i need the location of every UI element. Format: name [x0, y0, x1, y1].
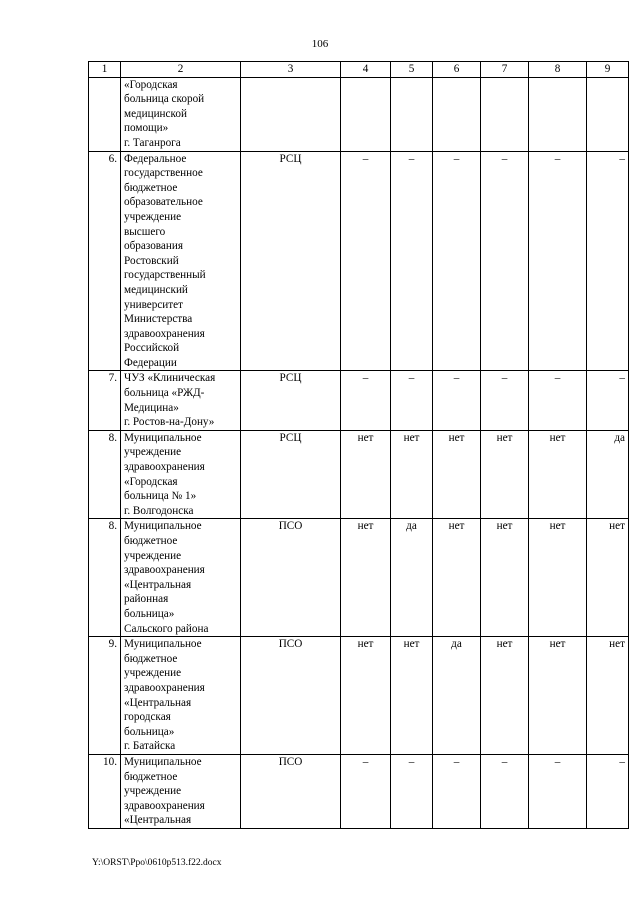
row-number: 7. — [89, 371, 121, 430]
name-line: Сальского района — [124, 622, 209, 635]
value-cell: – — [481, 754, 529, 828]
value-cell — [481, 77, 529, 151]
value-cell: – — [341, 371, 391, 430]
name-line: государственное — [124, 167, 203, 180]
row-number: 9. — [89, 637, 121, 755]
name-line: г. Волгодонска — [124, 504, 194, 517]
center-type: РСЦ — [241, 430, 341, 519]
table-row — [89, 637, 629, 755]
center-type: РСЦ — [241, 151, 341, 371]
value-cell: нет — [529, 637, 587, 755]
name-line: учреждение — [124, 446, 182, 459]
name-line: г. Таганрога — [124, 136, 181, 149]
value-cell: да — [587, 430, 629, 519]
value-cell: – — [587, 371, 629, 430]
name-line: здравоохранения — [124, 564, 205, 577]
name-line: здравоохранения — [124, 461, 205, 474]
name-line: высшего — [124, 225, 166, 238]
value-cell: нет — [341, 637, 391, 755]
name-line: «Центральная — [124, 696, 192, 709]
value-cell: нет — [391, 430, 433, 519]
name-line: Российской — [124, 342, 180, 355]
value-cell: – — [433, 371, 481, 430]
name-line: Федеральное — [124, 152, 187, 165]
name-line: учреждение — [124, 210, 182, 223]
name-line: больница «РЖД- — [124, 387, 205, 400]
row-number: 10. — [89, 754, 121, 828]
value-cell: нет — [529, 430, 587, 519]
name-line: больница № 1» — [124, 490, 197, 503]
value-cell: нет — [481, 637, 529, 755]
value-cell: – — [481, 371, 529, 430]
value-cell — [433, 77, 481, 151]
name-line: государственный — [124, 269, 206, 282]
table-row — [89, 151, 629, 371]
name-line: Муниципальное — [124, 520, 202, 533]
name-line: городская — [124, 711, 171, 724]
center-type — [241, 77, 341, 151]
table-row — [89, 77, 629, 151]
value-cell: – — [587, 754, 629, 828]
header-cell: 2 — [121, 62, 241, 78]
value-cell: нет — [587, 519, 629, 637]
name-line: больница» — [124, 725, 175, 738]
value-cell — [341, 77, 391, 151]
name-line: учреждение — [124, 667, 182, 680]
header-cell: 7 — [481, 62, 529, 78]
name-line: больница» — [124, 607, 175, 620]
name-line: медицинский — [124, 283, 188, 296]
name-line: г. Батайска — [124, 740, 176, 753]
table-row — [89, 754, 629, 828]
header-cell: 4 — [341, 62, 391, 78]
name-line: медицинской — [124, 107, 187, 120]
header-row — [89, 62, 629, 78]
value-cell — [391, 77, 433, 151]
value-cell: нет — [481, 430, 529, 519]
name-line: Муниципальное — [124, 638, 202, 651]
row-number: 6. — [89, 151, 121, 371]
value-cell: нет — [433, 519, 481, 637]
value-cell: да — [433, 637, 481, 755]
name-line: помощи» — [124, 122, 169, 135]
name-line: бюджетное — [124, 181, 178, 194]
institution-name — [121, 371, 241, 430]
value-cell: нет — [391, 637, 433, 755]
institution-name — [121, 519, 241, 637]
name-line: «Городская — [124, 78, 178, 91]
header-cell: 3 — [241, 62, 341, 78]
name-line: бюджетное — [124, 652, 178, 665]
value-cell: – — [341, 754, 391, 828]
name-line: районная — [124, 593, 169, 606]
center-type: ПСО — [241, 637, 341, 755]
name-line: «Центральная — [124, 578, 192, 591]
value-cell: – — [529, 754, 587, 828]
value-cell — [529, 77, 587, 151]
name-line: «Городская — [124, 475, 178, 488]
name-line: Министерства — [124, 313, 193, 326]
value-cell: нет — [341, 519, 391, 637]
name-line: «Центральная — [124, 814, 192, 827]
value-cell: – — [391, 754, 433, 828]
center-type: РСЦ — [241, 371, 341, 430]
value-cell: нет — [587, 637, 629, 755]
value-cell: да — [391, 519, 433, 637]
value-cell: – — [529, 371, 587, 430]
name-line: образования — [124, 240, 184, 253]
header-cell: 9 — [587, 62, 629, 78]
center-type: ПСО — [241, 754, 341, 828]
table-row — [89, 430, 629, 519]
name-line: университет — [124, 298, 184, 311]
value-cell: – — [391, 371, 433, 430]
name-line: ЧУЗ «Клиническая — [124, 372, 216, 385]
name-line: больница скорой — [124, 93, 205, 106]
value-cell: – — [433, 754, 481, 828]
row-number: 8. — [89, 430, 121, 519]
header-cell: 6 — [433, 62, 481, 78]
page-number: 106 — [311, 38, 329, 50]
value-cell: – — [433, 151, 481, 371]
name-line: Муниципальное — [124, 431, 202, 444]
institution-name — [121, 637, 241, 755]
value-cell: – — [481, 151, 529, 371]
name-line: образовательное — [124, 196, 203, 209]
name-line: г. Ростов-на-Дону» — [124, 416, 215, 429]
value-cell: – — [341, 151, 391, 371]
row-number — [89, 77, 121, 151]
institution-name — [121, 430, 241, 519]
name-line: учреждение — [124, 785, 182, 798]
name-line: здравоохранения — [124, 327, 205, 340]
name-line: Муниципальное — [124, 755, 202, 768]
name-line: Федерации — [124, 356, 177, 369]
center-type: ПСО — [241, 519, 341, 637]
institution-name — [121, 754, 241, 828]
value-cell: нет — [433, 430, 481, 519]
name-line: учреждение — [124, 549, 182, 562]
table-row — [89, 371, 629, 430]
value-cell: – — [391, 151, 433, 371]
name-line: бюджетное — [124, 770, 178, 783]
name-line: Ростовский — [124, 254, 179, 267]
value-cell: – — [587, 151, 629, 371]
header-cell: 8 — [529, 62, 587, 78]
file-path-footer: Y:\ORST\Ppo\0610p513.f22.docx — [92, 858, 222, 868]
institution-name — [121, 77, 241, 151]
hospital-table — [88, 61, 629, 829]
name-line: Медицина» — [124, 401, 179, 414]
name-line: бюджетное — [124, 535, 178, 547]
value-cell: нет — [481, 519, 529, 637]
value-cell: нет — [341, 430, 391, 519]
name-line: здравоохранения — [124, 799, 205, 812]
row-number: 8. — [89, 519, 121, 637]
institution-name — [121, 151, 241, 371]
header-cell: 5 — [391, 62, 433, 78]
header-cell: 1 — [89, 62, 121, 78]
name-line: здравоохранения — [124, 681, 205, 694]
value-cell: – — [529, 151, 587, 371]
value-cell: нет — [529, 519, 587, 637]
table-row — [89, 519, 629, 637]
value-cell — [587, 77, 629, 151]
